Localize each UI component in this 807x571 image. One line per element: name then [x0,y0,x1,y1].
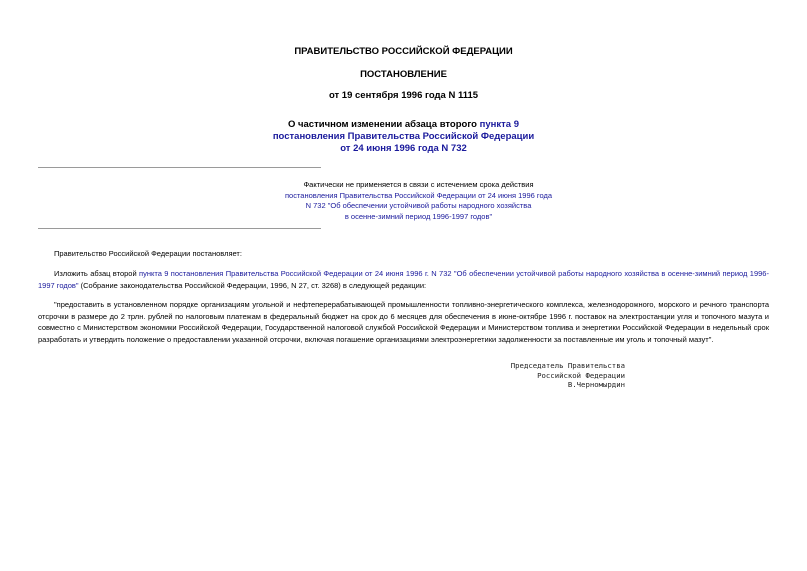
status-note-text: Фактически не применяется в связи с истечением срока действия [303,180,534,189]
signature-title: Председатель Правительства [510,361,625,370]
amendment-link[interactable]: пункта 9 постановления Правительства Российской Федерации от 24 июня 1996 г. N 732 "Об обеспечении устойчивой работы народного хозяйства в осенне-зимний период 1996-1997 годов" [38,269,769,290]
signature-block [470,361,625,390]
amendment-prefix: Изложить абзац второй [54,269,140,278]
signature-name: В.Черномырдин [567,380,625,389]
amendment-suffix: (Собрание законодательства Российской Федерации, 1996, N 27, ст. 3268) в следующей редакции: [78,280,427,290]
status-note [15,180,807,222]
divider-bottom [38,228,321,229]
divider-top [38,167,321,168]
document-type-heading: ПОСТАНОВЛЕНИЕ [360,69,447,80]
issuer-heading: ПРАВИТЕЛЬСТВО РОССИЙСКОЙ ФЕДЕРАЦИИ [294,46,513,57]
title-link-item9[interactable]: пункта 9 [479,119,519,130]
paragraph-amendment [38,268,769,291]
signature-org: Российской Федерации [537,370,625,380]
status-note-link-3[interactable]: в осенне-зимний период 1996-1997 годов" [344,211,493,221]
document-date: от 19 сентября 1996 года N 1115 [328,90,479,101]
status-note-link-1[interactable]: постановления Правительства Российской Федерации от 24 июня 1996 года [284,190,553,200]
title-link-resolution[interactable]: постановления Правительства Российской Федерации [272,131,535,142]
status-note-link-2[interactable]: N 732 "Об обеспечении устойчивой работы народного хозяйства [305,201,532,210]
paragraph-new-text: "предоставить в установленном порядке организациям угольной и нефтеперерабатывающей промышленности топливно-энергетического комплекса, железнодорожного, морского и речного транспорта отсрочки в размере до 2 трлн. рублей по налоговым платежам в федеральный бюджет на срок до 6 месяцев для обеспечения в июне-октябре 1996 г. поставок на электростанции угля и топочного мазута и совместно с Министерством экономики Российской Федерации, Государственной налоговой службой Российской Федерации и Министерством топлива и энергетики Российской Федерации в недельный срок разработать и утвердить положение о предоставлении указанной отсрочки, включая погашение организациями электроэнергетики задолженности за поставленные им уголь и топочный мазут". [38,300,769,344]
title-prefix: О частичном изменении абзаца второго [287,119,480,130]
title-link-date[interactable]: от 24 июня 1996 года N 732 [340,143,467,154]
paragraph-decree: Правительство Российской Федерации постановляет: [54,249,242,258]
document-title [0,119,807,155]
